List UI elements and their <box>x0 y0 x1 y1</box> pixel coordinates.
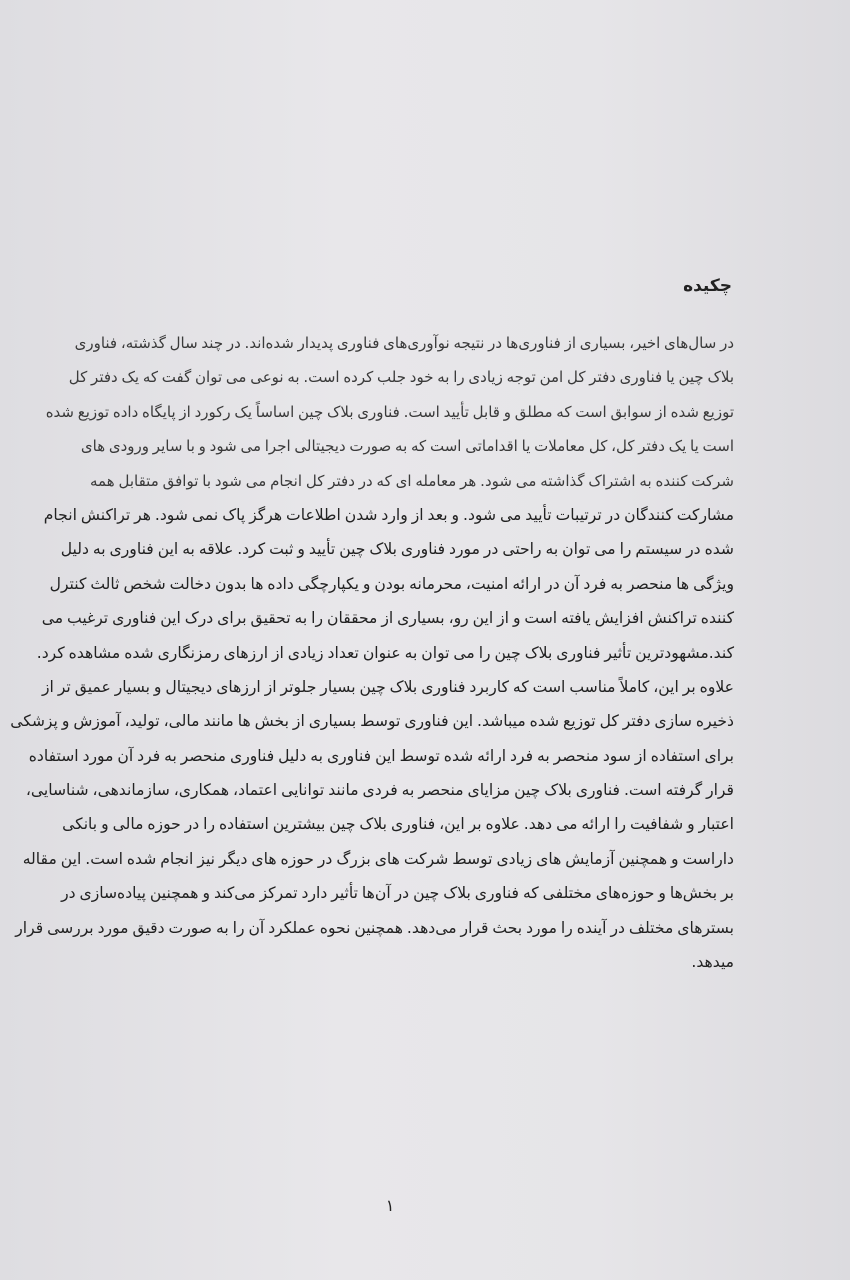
abstract-heading: چکیده <box>683 276 732 296</box>
abstract-line: شرکت کننده به اشتراک گذاشته می شود. هر معامله ای که در دفتر کل انجام می شود با توافق متقابل همه <box>90 471 734 490</box>
abstract-line: در سال‌های اخیر، بسیاری از فناوری‌ها در نتیجه نوآوری‌های فناوری پدیدار شده‌اند. در چند سال گذشته، فناوری <box>74 334 734 352</box>
abstract-line: برای استفاده از سود منحصر به فرد ارائه شده توسط این فناوری به دلیل فناوری منحصر به فرد آن مورد استفاده <box>28 746 734 765</box>
abstract-line: علاوه بر این، کاملاً مناسب است که کاربرد فناوری بلاک چین بسیار جلوتر از ارزهای دیجیتال و بسیار عمیق تر از <box>42 677 734 696</box>
abstract-line: مشارکت کنندگان در ترتیبات تأیید می شود. و بعد از وارد شدن اطلاعات هرگز پاک نمی شود. هر تراکنش انجام <box>43 505 734 524</box>
abstract-line: قرار گرفته است. فناوری بلاک چین مزایای منحصر به فردی مانند توانایی اعتماد، همکاری، سازماندهی، شناسایی، <box>25 781 734 800</box>
abstract-line: ویژگی ها منحصر به فرد آن در ارائه امنیت، محرمانه بودن و یکپارچگی داده ها بدون دخالت شخص ثالث کنترل <box>49 574 734 593</box>
abstract-line: است یا یک دفتر کل، کل معاملات یا اقداماتی است که به صورت دیجیتالی اجرا می شود و با سایر ورودی های <box>80 437 734 456</box>
abstract-line: شده در سیستم را می توان به راحتی در مورد فناوری بلاک چین تأیید و ثبت کرد. علاقه به این فناوری به دلیل <box>60 540 734 559</box>
abstract-line: داراست و همچنین آزمایش های زیادی توسط شرکت های بزرگ در حوزه های دیگر نیز انجام شده است. این مقاله <box>22 849 734 868</box>
abstract-line: بلاک چین یا فناوری دفتر کل امن توجه زیادی را به خود جلب کرده است. به نوعی می توان گفت که یک دفتر کل <box>68 368 734 387</box>
abstract-line: بسترهای مختلف در آینده را مورد بحث قرار می‌دهد. همچنین نحوه عملکرد آن را به صورت دقیق مورد بررسی قرار <box>15 918 734 937</box>
abstract-line: کند.مشهودترین تأثیر فناوری بلاک چین را می توان به عنوان تعداد زیادی از ارزهای رمزنگاری شده مشاهده کرد. <box>36 643 734 662</box>
abstract-line: ذخیره سازی دفتر کل توزیع شده میباشد. این فناوری توسط بسیاری از بخش ها مانند مالی، تولید، آموزش و پزشکی <box>10 712 734 731</box>
abstract-line: میدهد. <box>691 953 734 972</box>
abstract-line: اعتبار و شفافیت را ارائه می دهد. علاوه بر این، فناوری بلاک چین بیشترین استفاده را در حوزه مالی و بانکی <box>62 815 734 834</box>
abstract-line: کننده تراکنش افزایش یافته است و از این رو، بسیاری از محققان را به تحقیق برای درک این فناوری ترغیب می <box>41 609 734 628</box>
abstract-line: توزیع شده از سوابق است که مطلق و قابل تأیید است. فناوری بلاک چین اساساً یک رکورد از پایگاه داده توزیع شده <box>45 402 734 421</box>
abstract-line: بر بخش‌ها و حوزه‌های مختلفی که فناوری بلاک چین در آن‌ها تأثیر دارد تمرکز می‌کند و همچنین پیاده‌سازی در <box>61 884 734 903</box>
abstract-body <box>10 326 734 979</box>
page-number: ۱ <box>385 1196 395 1215</box>
